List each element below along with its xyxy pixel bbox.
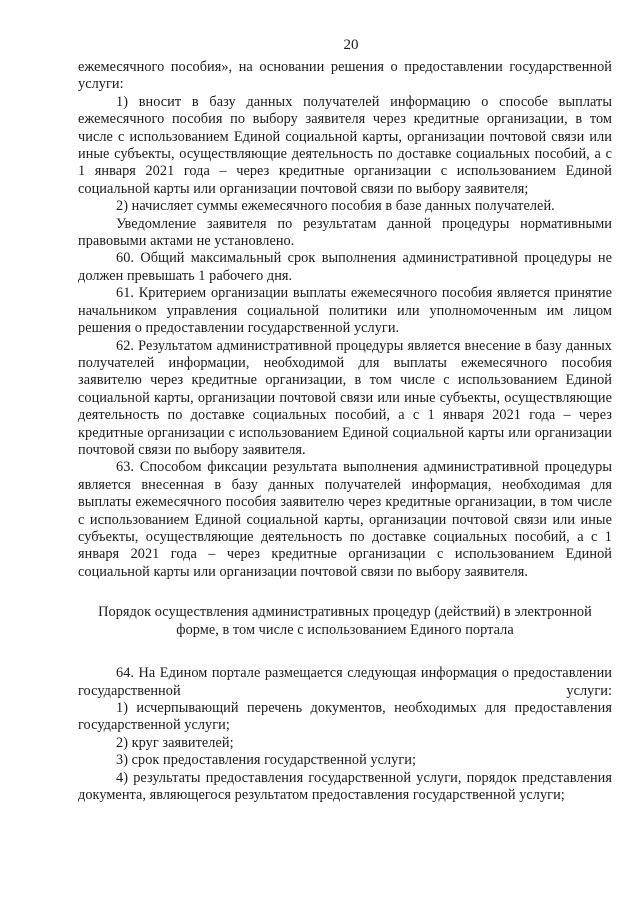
paragraph-60: 60. Общий максимальный срок выполнения административной процедуры не должен превышать 1 рабочего дня. bbox=[78, 250, 612, 284]
paragraph-64-item-2: 2) круг заявителей; bbox=[116, 734, 234, 751]
page-number: 20 bbox=[343, 37, 359, 53]
paragraph-item-1-enters-data: 1) вносит в базу данных получателей информацию о способе выплаты ежемесячного пособия по выбору заявителя через кредитные организации, в том числе с использованием Единой социальной карты, организации почтовой связи или иные субъекты, осуществляющие деятельность по доставке социальных пособий, а с 1 января 2021 года – через кредитные организации с использованием Единой социальной карты или организации почтовой связи по выбору заявителя; bbox=[78, 93, 612, 197]
paragraph-continuation: ежемесячного пособия», на основании решения о предоставлении государственной услуги: bbox=[78, 59, 612, 93]
paragraph-64-item-1: 1) исчерпывающий перечень документов, необходимых для предоставления государственной услуги; bbox=[78, 700, 612, 734]
paragraph-notification: Уведомление заявителя по результатам данной процедуры нормативными правовыми актами не установлено. bbox=[78, 215, 612, 250]
paragraph-64-item-4: 4) результаты предоставления государственной услуги, порядок представления документа, являющегося результатом предоставления государственной услуги; bbox=[78, 769, 612, 804]
paragraph-64: 64. На Едином портале размещается следующая информация о предоставлении государственной услуги: bbox=[78, 665, 612, 699]
paragraph-63: 63. Способом фиксации результата выполнения административной процедуры является внесенная в базу данных получателей информация, необходимая для выплаты ежемесячного пособия заявителю через кредитные организации, в том числе с использованием Единой социальной карты, организации почтовой связи или иные субъекты, осуществляющие деятельность по доставке социальных пособий, а с 1 января 2021 года – через кредитные организации с использованием Единой социальной карты или организации почтовой связи по выбору заявителя. bbox=[78, 459, 612, 580]
document-page bbox=[78, 36, 612, 804]
paragraph-62: 62. Результатом административной процедуры является внесение в базу данных получателей информации, необходимой для выплаты ежемесячного пособия заявителю через кредитные организации, в том числе с использованием Единой социальной карты, организации почтовой связи или иные субъекты, осуществляющие деятельность по доставке социальных пособий, а с 1 января 2021 года – через кредитные организации с использованием Единой социальной карты или организации почтовой связи по выбору заявителя. bbox=[78, 337, 612, 458]
paragraph-64-item-3: 3) срок предоставления государственной услуги; bbox=[116, 752, 417, 769]
paragraph-61: 61. Критерием организации выплаты ежемесячного пособия является принятие начальником управления социальной политики или уполномоченным им лицом решения о предоставлении государственной услуги. bbox=[78, 285, 612, 337]
section-heading: Порядок осуществления административных процедур (действий) в электронной форме, в том числе с использованием Единого портала bbox=[98, 604, 592, 639]
paragraph-item-2-calculates: 2) начисляет суммы ежемесячного пособия в базе данных получателей. bbox=[116, 198, 555, 215]
